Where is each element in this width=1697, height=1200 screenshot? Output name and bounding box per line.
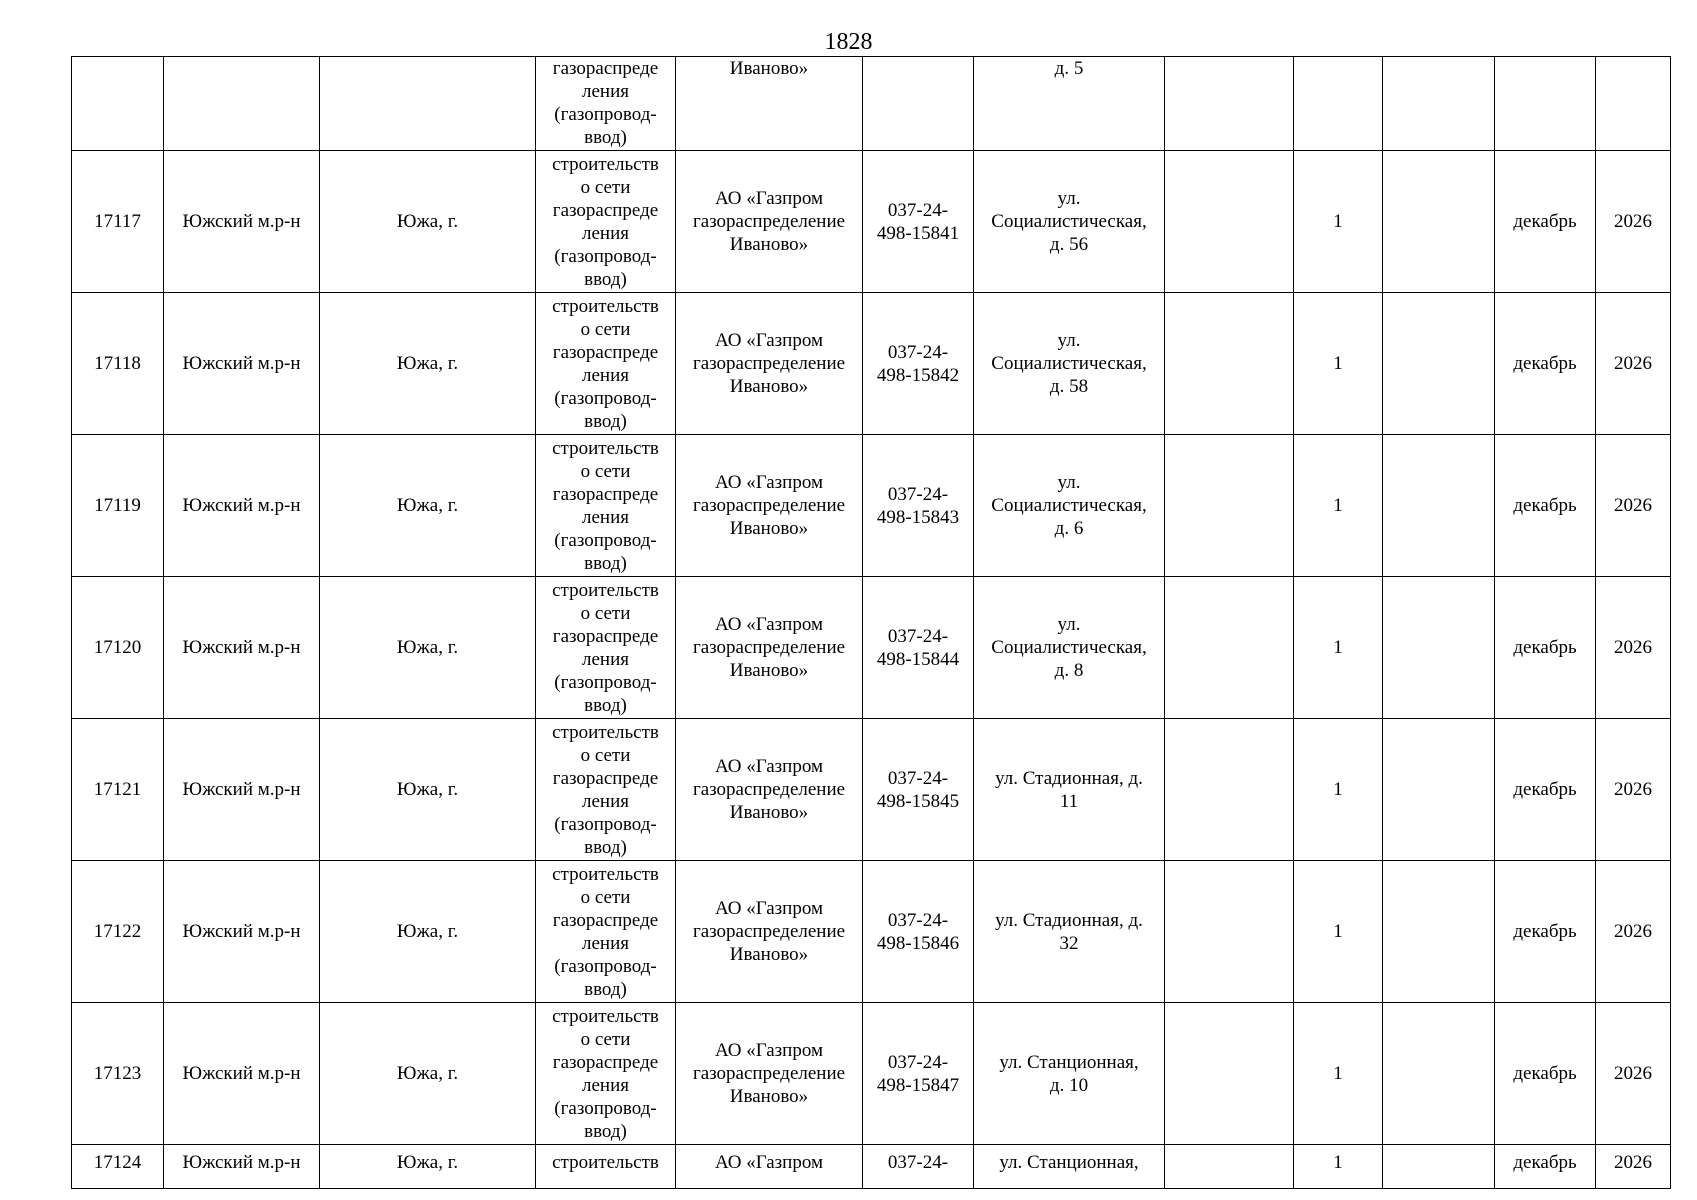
cell-code: 037-24- 498-15842 [863,293,974,435]
cell-city: Южа, г. [320,151,536,293]
cell-qty: 1 [1294,1003,1383,1145]
cell-num: 17121 [72,719,164,861]
cell-org: АО «Газпром газораспределение Иваново» [676,1003,863,1145]
cell-work: строительств [536,1145,676,1189]
cell-qty: 1 [1294,435,1383,577]
cell-code: 037-24- 498-15845 [863,719,974,861]
cell-address: д. 5 [974,57,1165,151]
cell-month: декабрь [1495,577,1596,719]
cell-district: Южский м.р-н [164,435,320,577]
cell-month: декабрь [1495,861,1596,1003]
cell-month: декабрь [1495,293,1596,435]
cell-num: 17118 [72,293,164,435]
cell-address: ул. Социалистическая, д. 8 [974,577,1165,719]
table-row [72,861,1671,1003]
cell-district [164,57,320,151]
cell-year: 2026 [1596,435,1671,577]
cell-year: 2026 [1596,861,1671,1003]
cell-city: Южа, г. [320,719,536,861]
cell-city: Южа, г. [320,1145,536,1189]
cell-month: декабрь [1495,151,1596,293]
cell-empty [1165,719,1294,861]
cell-year [1596,57,1671,151]
table-body [72,57,1671,1189]
cell-city: Южа, г. [320,435,536,577]
table-row [72,719,1671,861]
cell-year: 2026 [1596,577,1671,719]
cell-address: ул. Социалистическая, д. 58 [974,293,1165,435]
cell-month: декабрь [1495,1003,1596,1145]
cell-district: Южский м.р-н [164,577,320,719]
cell-code [863,57,974,151]
cell-empty [1165,1145,1294,1189]
cell-month: декабрь [1495,719,1596,861]
cell-work: строительств о сети газораспреде ления (газопровод- ввод) [536,435,676,577]
table-row-partial-bottom [72,1145,1671,1189]
cell-empty [1383,435,1495,577]
cell-work: строительств о сети газораспреде ления (газопровод- ввод) [536,151,676,293]
cell-empty [1383,577,1495,719]
cell-num [72,57,164,151]
registry-table [71,56,1671,1189]
cell-address: ул. Стадионная, д. 11 [974,719,1165,861]
cell-month: декабрь [1495,1145,1596,1189]
cell-code: 037-24- 498-15846 [863,861,974,1003]
cell-qty: 1 [1294,151,1383,293]
table-row [72,151,1671,293]
cell-org: Иваново» [676,57,863,151]
cell-address: ул. Социалистическая, д. 56 [974,151,1165,293]
cell-year: 2026 [1596,151,1671,293]
cell-address: ул. Станционная, [974,1145,1165,1189]
cell-district: Южский м.р-н [164,861,320,1003]
cell-address: ул. Станционная, д. 10 [974,1003,1165,1145]
cell-empty [1165,151,1294,293]
cell-year: 2026 [1596,1003,1671,1145]
cell-empty [1383,151,1495,293]
cell-empty [1383,293,1495,435]
cell-city: Южа, г. [320,293,536,435]
table-row [72,435,1671,577]
cell-district: Южский м.р-н [164,1003,320,1145]
cell-empty [1165,1003,1294,1145]
cell-empty [1383,861,1495,1003]
cell-qty: 1 [1294,719,1383,861]
cell-empty [1383,57,1495,151]
page-number: 1828 [824,29,873,55]
cell-empty [1383,1003,1495,1145]
cell-num: 17119 [72,435,164,577]
cell-city: Южа, г. [320,1003,536,1145]
cell-empty [1383,1145,1495,1189]
cell-empty [1165,861,1294,1003]
cell-num: 17120 [72,577,164,719]
cell-district: Южский м.р-н [164,719,320,861]
cell-district: Южский м.р-н [164,293,320,435]
cell-empty [1165,435,1294,577]
cell-num: 17122 [72,861,164,1003]
cell-code: 037-24- 498-15843 [863,435,974,577]
cell-qty: 1 [1294,1145,1383,1189]
table-row [72,577,1671,719]
cell-org: АО «Газпром газораспределение Иваново» [676,861,863,1003]
cell-city: Южа, г. [320,861,536,1003]
cell-qty [1294,57,1383,151]
cell-city [320,57,536,151]
cell-code: 037-24- [863,1145,974,1189]
cell-work: строительств о сети газораспреде ления (газопровод- ввод) [536,577,676,719]
cell-qty: 1 [1294,861,1383,1003]
cell-city: Южа, г. [320,577,536,719]
cell-code: 037-24- 498-15847 [863,1003,974,1145]
cell-work: строительств о сети газораспреде ления (газопровод- ввод) [536,719,676,861]
cell-code: 037-24- 498-15844 [863,577,974,719]
cell-org: АО «Газпром газораспределение Иваново» [676,151,863,293]
cell-code: 037-24- 498-15841 [863,151,974,293]
table-row [72,1003,1671,1145]
cell-num: 17117 [72,151,164,293]
cell-org: АО «Газпром газораспределение Иваново» [676,293,863,435]
cell-district: Южский м.р-н [164,151,320,293]
cell-empty [1165,577,1294,719]
cell-month [1495,57,1596,151]
cell-work: строительств о сети газораспреде ления (газопровод- ввод) [536,293,676,435]
cell-address: ул. Социалистическая, д. 6 [974,435,1165,577]
cell-address: ул. Стадионная, д. 32 [974,861,1165,1003]
cell-work: газораспреде ления (газопровод- ввод) [536,57,676,151]
cell-num: 17124 [72,1145,164,1189]
cell-qty: 1 [1294,577,1383,719]
cell-district: Южский м.р-н [164,1145,320,1189]
cell-num: 17123 [72,1003,164,1145]
table-row-partial-top [72,57,1671,151]
table-row [72,293,1671,435]
cell-year: 2026 [1596,1145,1671,1189]
cell-work: строительств о сети газораспреде ления (газопровод- ввод) [536,861,676,1003]
cell-org: АО «Газпром газораспределение Иваново» [676,577,863,719]
cell-empty [1383,719,1495,861]
cell-org: АО «Газпром газораспределение Иваново» [676,435,863,577]
cell-year: 2026 [1596,293,1671,435]
cell-empty [1165,293,1294,435]
cell-empty [1165,57,1294,151]
cell-org: АО «Газпром газораспределение Иваново» [676,719,863,861]
cell-qty: 1 [1294,293,1383,435]
cell-org: АО «Газпром [676,1145,863,1189]
cell-month: декабрь [1495,435,1596,577]
cell-work: строительств о сети газораспреде ления (газопровод- ввод) [536,1003,676,1145]
cell-year: 2026 [1596,719,1671,861]
